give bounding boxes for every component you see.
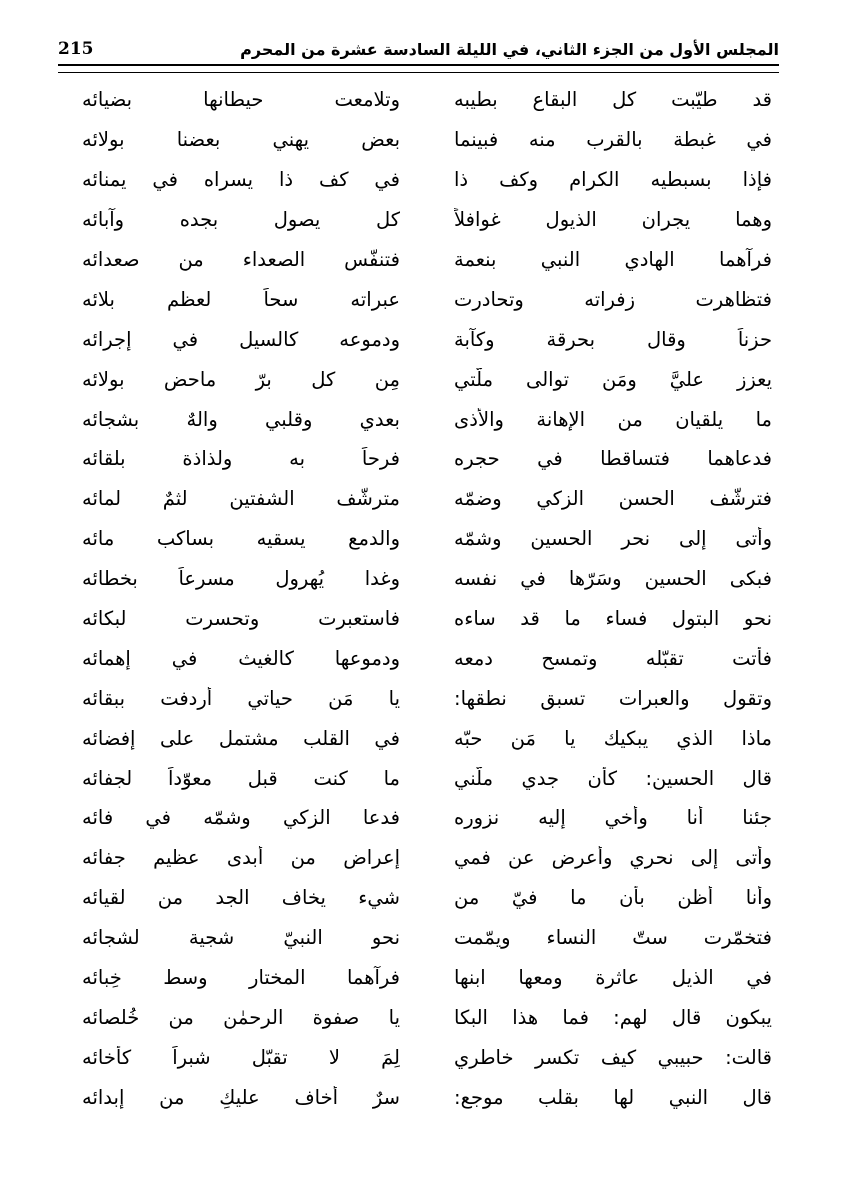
second-hemistich: نحو النبيّ شجية لشجائه xyxy=(82,926,400,950)
verse-line xyxy=(82,599,772,639)
second-hemistich: فتنفّس الصعداء من صعدائه xyxy=(82,248,400,271)
second-hemistich: وغدا يُهرول مسرعاً بخطائه xyxy=(82,567,400,591)
second-hemistich: يا مَن حياتي أردفت ببقائه xyxy=(82,686,400,710)
verse-line xyxy=(82,359,772,399)
second-hemistich: لِمَ لا تقبّل شبراً كأخائه xyxy=(82,1045,400,1069)
verse-line xyxy=(82,80,772,120)
first-hemistich: ماذا الذي يبكيك يا مَن حبّه xyxy=(454,726,772,750)
first-hemistich: قد طيّبت كل البقاع بطيبه xyxy=(454,88,772,112)
verse-line xyxy=(82,638,772,678)
second-hemistich: في القلب مشتمل على إفضائه xyxy=(82,726,400,750)
verse-line xyxy=(82,1077,772,1117)
verse-line xyxy=(82,240,772,280)
verse-line xyxy=(82,878,772,918)
first-hemistich: وأنا أظن بأن ما فيّ من xyxy=(454,886,772,910)
first-hemistich: يعزز عليَّ ومَن توالى ملّتي xyxy=(454,367,772,391)
second-hemistich: فدعا الزكي وشمّه في فائه xyxy=(82,806,400,830)
page-header xyxy=(58,34,779,64)
second-hemistich: فاستعبرت وتحسرت لبكائه xyxy=(82,607,400,631)
first-hemistich: نحو البتول فساء ما قد ساءه xyxy=(454,607,772,631)
second-hemistich: فرآهما المختار وسط خِبائه xyxy=(82,966,400,990)
verse-line xyxy=(82,559,772,599)
first-hemistich: فتظاهرت زفراته وتحادرت xyxy=(454,287,772,311)
verse-line xyxy=(82,279,772,319)
first-hemistich: ما يلقيان من الإهانة والأذى xyxy=(454,407,772,431)
verse-line xyxy=(82,718,772,758)
second-hemistich: عبراته سحاً لعظم بلائه xyxy=(82,287,400,311)
second-hemistich: كل يصول بجده وآبائه xyxy=(82,208,400,232)
header-double-rule xyxy=(58,64,779,73)
second-hemistich: مِن كل برّ ماحض بولائه xyxy=(82,367,400,391)
verse-line xyxy=(82,200,772,240)
first-hemistich: فترشّف الحسن الزكي وضمّه xyxy=(454,487,772,511)
second-hemistich: بعض يهني بعضنا بولائه xyxy=(82,128,400,152)
second-hemistich: في كف ذا يسراه في يمنائه xyxy=(82,168,400,192)
verse-line xyxy=(82,958,772,998)
verse-line xyxy=(82,798,772,838)
first-hemistich: في الذيل عاثرة ومعها ابنها xyxy=(454,966,772,990)
first-hemistich: وتقول والعبرات تسبق نطقها: xyxy=(454,686,772,710)
second-hemistich: والدمع يسقيه بساكب مائه xyxy=(82,527,400,551)
first-hemistich: فأتت تقبّله وتمسح دمعه xyxy=(454,646,772,670)
first-hemistich: فرآهما الهادي النبي بنعمة xyxy=(454,248,772,271)
first-hemistich: في غبطة بالقرب منه فبينما xyxy=(454,128,772,152)
running-title: المجلس الأول من الجزء الثاني، في الليلة السادسة عشرة من المحرم xyxy=(240,39,779,59)
verse-line xyxy=(82,678,772,718)
second-hemistich: ودموعه كالسيل في إجرائه xyxy=(82,327,400,351)
verse-line xyxy=(82,918,772,958)
second-hemistich: بعدي وقلبي والهٌ بشجائه xyxy=(82,407,400,431)
first-hemistich: وأتى إلى نحري وأعرض عن فمي xyxy=(454,846,772,870)
first-hemistich: جئنا أنا وأخي إليه نزوره xyxy=(454,806,772,830)
first-hemistich: قالت: حبيبي كيف تكسر خاطري xyxy=(454,1045,772,1069)
first-hemistich: فدعاهما فتساقطا في حجره xyxy=(454,447,772,471)
second-hemistich: سرٌ أخاف عليكِ من إبدائه xyxy=(82,1085,400,1109)
verse-line xyxy=(82,758,772,798)
verse-line xyxy=(82,1037,772,1077)
second-hemistich: فرحاً به ولذاذة بلقائه xyxy=(82,447,400,471)
second-hemistich: شيء يخاف الجد من لقيائه xyxy=(82,886,400,910)
first-hemistich: فتخمّرت ستّ النساء ويمّمت xyxy=(454,926,772,950)
verse-line xyxy=(82,519,772,559)
first-hemistich: فبكى الحسين وسَرّها في نفسه xyxy=(454,567,772,591)
verse-line xyxy=(82,997,772,1037)
poem xyxy=(82,80,772,1117)
second-hemistich: إعراض من أبدى عظيم جفائه xyxy=(82,846,400,870)
verse-line xyxy=(82,120,772,160)
second-hemistich: ما كنت قبل معوّداً لجفائه xyxy=(82,766,400,790)
verse-line xyxy=(82,399,772,439)
verse-line xyxy=(82,319,772,359)
first-hemistich: وأتى إلى نحر الحسين وشمّه xyxy=(454,527,772,551)
first-hemistich: يبكون قال لهم: فما هذا البكا xyxy=(454,1005,772,1029)
first-hemistich: قال النبي لها بقلب موجع: xyxy=(454,1085,772,1109)
first-hemistich: حزناً وقال بحرقة وكآبة xyxy=(454,327,772,351)
verse-line xyxy=(82,479,772,519)
page-number: 215 xyxy=(58,39,94,59)
first-hemistich: فإذا بسبطيه الكرام وكف ذا xyxy=(454,168,772,192)
verse-line xyxy=(82,838,772,878)
second-hemistich: مترشّف الشفتين لثمٌ لمائه xyxy=(82,487,400,511)
first-hemistich: قال الحسين: كأن جدي ملّني xyxy=(454,766,772,790)
second-hemistich: وتلامعت حيطانها بضيائه xyxy=(82,88,400,112)
second-hemistich: يا صفوة الرحمٰن من خُلصائه xyxy=(82,1005,400,1029)
first-hemistich: وهما يجران الذيول غوافلاً xyxy=(454,208,772,232)
verse-line xyxy=(82,439,772,479)
second-hemistich: ودموعها كالغيث في إهمائه xyxy=(82,646,400,670)
verse-line xyxy=(82,160,772,200)
